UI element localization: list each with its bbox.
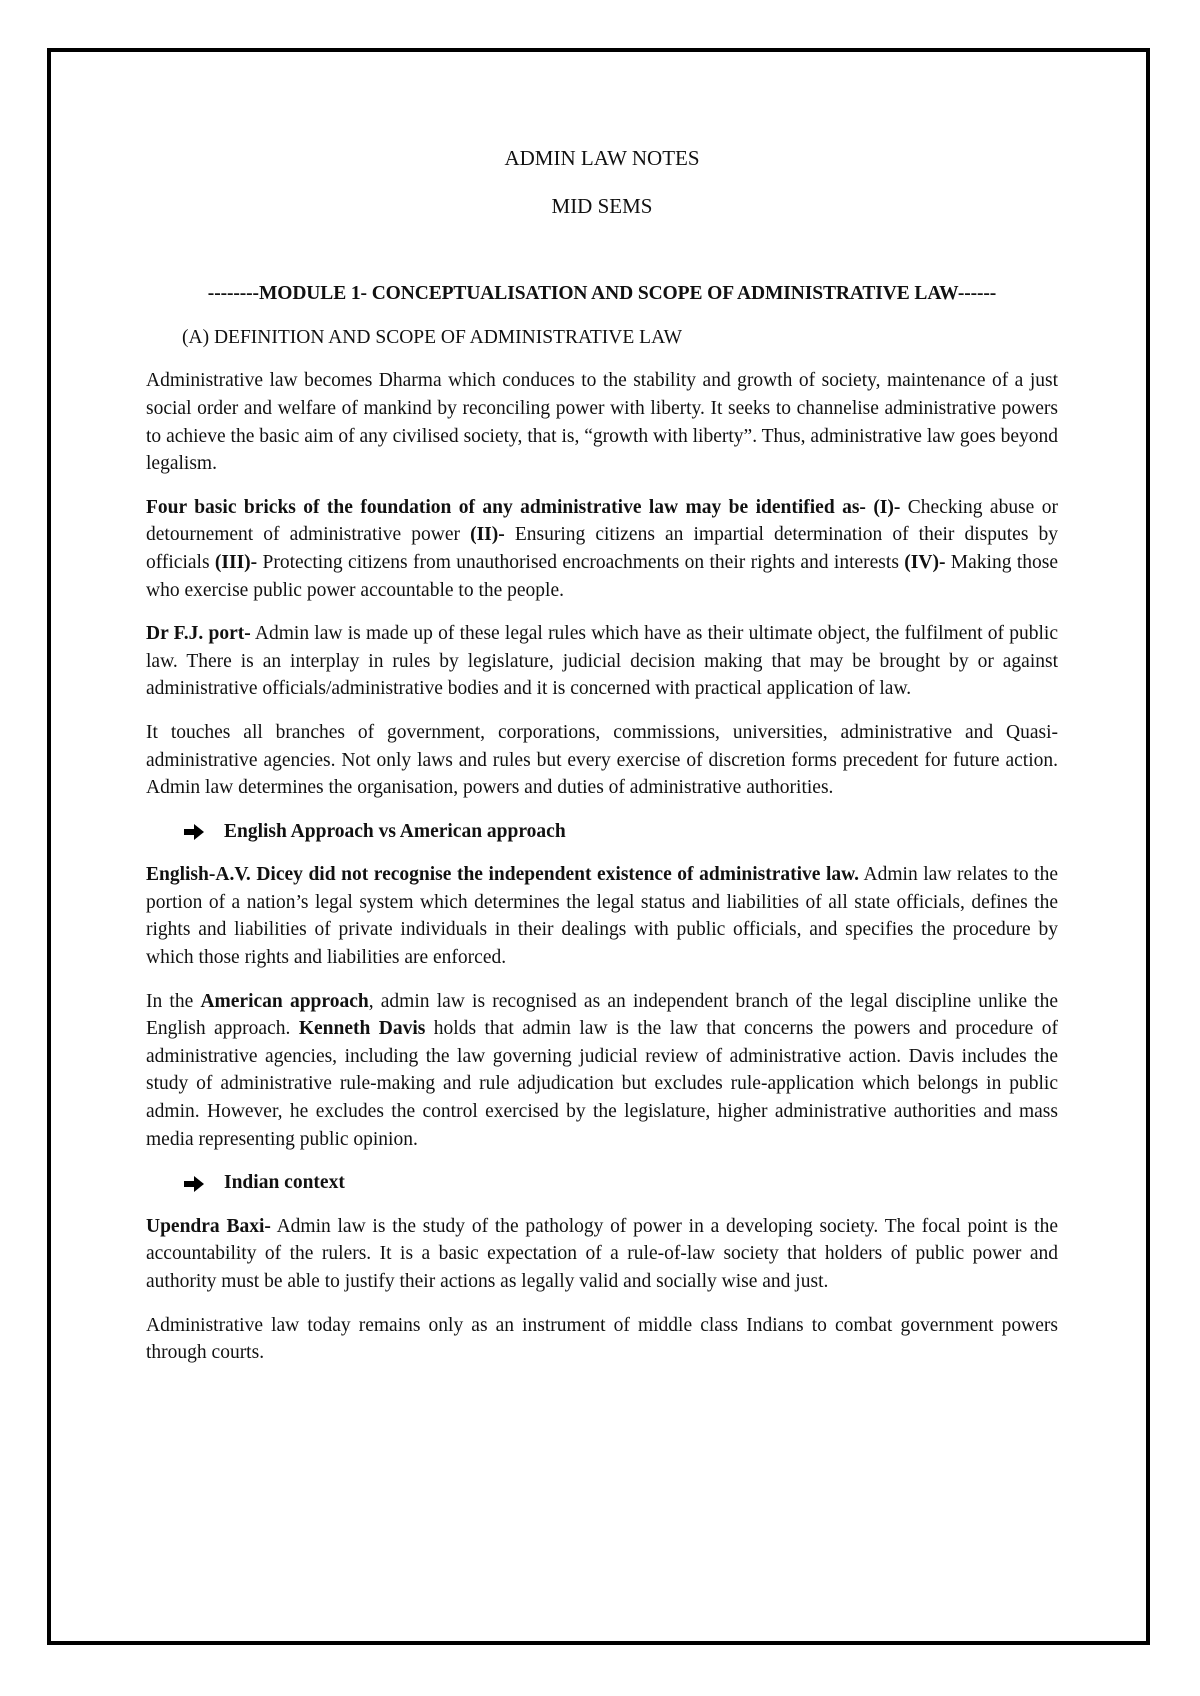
four-bricks-marker-3: (III)- <box>214 551 258 573</box>
american-text-2: , admin law is recognised as an independent branch of the legal discipline unlike the English approach. <box>146 990 1058 1040</box>
fj-port-text: Admin law is made up of these legal rules which have as their ultimate object, the fulfilment of public law. There is an interplay in rules by legislature, judicial decision making that may be brought by or against administrative officials/administrative bodies and it is concerned with practical application of law. <box>146 623 1058 700</box>
four-bricks-marker-2: (II)- <box>470 524 505 546</box>
paragraph-dharma: Administrative law becomes Dharma which conduces to the stability and growth of society, maintenance of a just social order and welfare of mankind by reconciling power with liberty. It seeks to channelise administrative powers to achieve the basic aim of any civilised society, that is, “growth with liberty”. Thus, administrative law goes beyond legalism. <box>146 370 1058 475</box>
paragraph-middle-class: Administrative law today remains only as an instrument of middle class Indians to combat government powers through courts. <box>146 1314 1058 1364</box>
four-bricks-marker-4: (IV)- <box>904 551 946 573</box>
subheading-indian-context-label: Indian context <box>224 1172 345 1194</box>
document-subtitle: MID SEMS <box>551 193 653 218</box>
paragraph-fj-port <box>146 620 1058 703</box>
subheading-indian-context <box>182 1169 1058 1197</box>
module-heading: --------MODULE 1- CONCEPTUALISATION AND SCOPE OF ADMINISTRATIVE LAW------ <box>207 283 997 305</box>
four-bricks-text-2: Ensuring citizens an impartial determination of their disputes by officials <box>146 524 1058 573</box>
four-bricks-text-1: Checking abuse or detournement of administrative power <box>146 496 1058 546</box>
upendra-baxi-text: Admin law is the study of the pathology of power in a developing society. The focal point is the accountability of the rulers. It is a basic expectation of a rule-of-law society that holders of public power and authority must be able to justify their actions as legally valid and socially wise and just. <box>146 1215 1058 1292</box>
document-body <box>146 140 1058 1367</box>
four-bricks-lead: Four basic bricks of the foundation of any administrative law may be identified as- (I)- <box>146 496 901 518</box>
four-bricks-text-4: Making those who exercise public power accountable to the people. <box>146 551 1058 601</box>
paragraph-american-approach <box>146 988 1058 1154</box>
upendra-baxi-name: Upendra Baxi- <box>146 1215 271 1237</box>
section-heading-a: (A) DEFINITION AND SCOPE OF ADMINISTRATIVE LAW <box>182 326 683 348</box>
four-bricks-text-3: Protecting citizens from unauthorised encroachments on their rights and interests <box>257 551 905 573</box>
kenneth-davis-name: Kenneth Davis <box>298 1018 426 1040</box>
dicey-lead: English-A.V. Dicey did not recognise the independent existence of administrative law. <box>146 864 860 886</box>
subheading-english-vs-american-label: English Approach vs American approach <box>224 820 566 842</box>
paragraph-four-bricks <box>146 494 1058 604</box>
fj-port-name: Dr F.J. port- <box>146 623 251 645</box>
american-text-1: In the <box>146 990 201 1012</box>
paragraph-branches: It touches all branches of government, corporations, commissions, universities, administrative and Quasi-administrative agencies. Not only laws and rules but every exercise of discretion forms precedent for future action. Admin law determines the organisation, powers and duties of administrative authorities. <box>146 721 1058 799</box>
paragraph-upendra-baxi <box>146 1213 1058 1296</box>
right-arrow-icon <box>182 823 210 839</box>
american-approach-term: American approach <box>200 990 369 1012</box>
subheading-english-vs-american <box>182 818 1058 846</box>
paragraph-english-approach <box>146 861 1058 971</box>
english-approach-text: Admin law relates to the portion of a nation’s legal system which determines the legal status and liabilities of all state officials, defines the rights and liabilities of private individuals in their dealings with public officials, and specifies the procedure by which those rights and liabilities are enforced. <box>146 864 1058 969</box>
right-arrow-icon <box>182 1175 210 1191</box>
american-text-3: holds that admin law is the law that concerns the powers and procedure of administrative agencies, including the law governing judicial review of administrative action. Davis includes the study of administrative rule-making and rule adjudication but excludes rule-application which belongs in public admin. However, he excludes the control exercised by the legislature, higher administrative authorities and mass media representing public opinion. <box>146 1018 1058 1150</box>
document-title: ADMIN LAW NOTES <box>504 146 700 170</box>
